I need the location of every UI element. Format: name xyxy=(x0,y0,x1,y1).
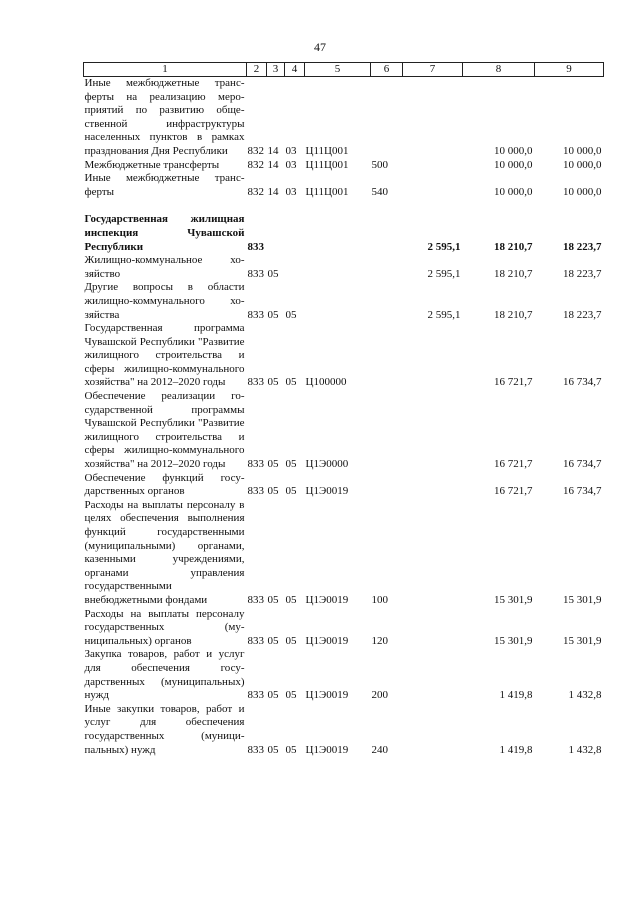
amount-col7 xyxy=(403,390,463,472)
ministry-code: 832 xyxy=(247,185,264,198)
amount-col9: 10 000,0 xyxy=(563,185,602,198)
spacer-row xyxy=(84,199,604,213)
expense-type-code: 540 xyxy=(371,185,388,198)
column-header: 4 xyxy=(285,63,305,77)
expense-type-code: 240 xyxy=(371,743,388,756)
amount-col9: 16 734,7 xyxy=(563,376,602,389)
amount-col9: 1 432,8 xyxy=(568,743,602,756)
table-row xyxy=(84,322,604,390)
amount-col7 xyxy=(403,703,463,757)
amount-col8: 10 000,0 xyxy=(494,158,533,171)
expense-type-code xyxy=(371,322,403,390)
amount-col9: 18 223,7 xyxy=(563,267,602,280)
target-article-code: Ц1Э0019 xyxy=(305,743,349,756)
amount-col8: 16 721,7 xyxy=(494,485,533,498)
section-code: 05 xyxy=(267,634,279,647)
subsection-code xyxy=(285,254,305,281)
expense-type-code xyxy=(371,254,403,281)
column-number-row xyxy=(84,63,604,77)
section-code: 14 xyxy=(267,144,279,157)
ministry-code: 833 xyxy=(247,267,264,280)
column-header: 2 xyxy=(247,63,267,77)
column-header: 3 xyxy=(267,63,285,77)
ministry-code: 833 xyxy=(247,743,264,756)
page-number: 47 xyxy=(314,40,326,54)
target-article-code: Ц100000 xyxy=(305,376,347,389)
item-name: Межбюджетные трансферты xyxy=(84,158,220,171)
section-code: 05 xyxy=(267,593,279,606)
section-code: 05 xyxy=(267,267,279,280)
amount-col7: 2 595,1 xyxy=(427,267,461,280)
table-row xyxy=(84,648,604,702)
table-row xyxy=(84,172,604,199)
amount-col9: 18 223,7 xyxy=(563,308,602,321)
amount-col9: 10 000,0 xyxy=(563,144,602,157)
section-code: 05 xyxy=(267,308,279,321)
table-row xyxy=(84,281,604,322)
ministry-code: 833 xyxy=(247,593,264,606)
subsection-code: 05 xyxy=(285,458,297,471)
section-code: 05 xyxy=(267,376,279,389)
ministry-code: 832 xyxy=(247,158,264,171)
table-row xyxy=(84,254,604,281)
column-header: 6 xyxy=(371,63,403,77)
section-code: 14 xyxy=(267,158,279,171)
amount-col8: 16 721,7 xyxy=(494,458,533,471)
item-name: Обеспечение реализации государственной программы Чувашской Республики "Развитие жилищного строительства и сферы жилищно-коммунального хозяйства" на 2012–2020 годы xyxy=(84,390,245,471)
item-name: Расходы на выплаты персоналу в целях обеспечения выполнения функций государственными (муниципальными) органами, казенными учреждениями, органами управления государственными внебюджетными фондами xyxy=(84,498,245,606)
table-row xyxy=(84,608,604,649)
amount-col8: 15 301,9 xyxy=(494,634,533,647)
amount-col7: 2 595,1 xyxy=(427,240,461,253)
section-code: 14 xyxy=(267,185,279,198)
subsection-code: 03 xyxy=(285,158,297,171)
target-article-code: Ц11Ц001 xyxy=(305,144,349,157)
item-name: Иные закупки товаров, работ и услуг для обеспечения государственных (муниципальных) нужд xyxy=(84,702,245,756)
table-row xyxy=(84,703,604,757)
item-name: Закупка товаров, работ и услуг для обеспечения государственных (муниципальных) нужд xyxy=(84,648,245,702)
item-name: Обеспечение функций государственных органов xyxy=(84,471,245,498)
budget-table xyxy=(83,62,604,757)
amount-col8: 10 000,0 xyxy=(494,144,533,157)
ministry-code: 833 xyxy=(247,308,264,321)
amount-col9: 18 223,7 xyxy=(563,240,602,253)
section-code: 05 xyxy=(267,458,279,471)
section-code: 05 xyxy=(267,485,279,498)
ministry-code: 833 xyxy=(247,689,264,702)
amount-col7 xyxy=(403,608,463,649)
spacer-cell xyxy=(84,199,604,213)
ministry-code: 833 xyxy=(247,634,264,647)
amount-col7 xyxy=(403,472,463,499)
item-name: Иные межбюджетные трансферты на реализацию мероприятий по развитию общественной инфраструктуры населенных пунктов в рамках празднования Дня Республики xyxy=(84,77,245,157)
subsection-code: 05 xyxy=(285,689,297,702)
table-row xyxy=(84,77,604,159)
target-article-code: Ц11Ц001 xyxy=(305,185,349,198)
subsection-code: 05 xyxy=(285,743,297,756)
subsection-code: 05 xyxy=(285,485,297,498)
table-row xyxy=(84,159,604,173)
table-row xyxy=(84,472,604,499)
column-header: 1 xyxy=(84,63,247,77)
amount-col8: 18 210,7 xyxy=(494,308,533,321)
amount-col7 xyxy=(403,172,463,199)
target-article-code: Ц1Э0019 xyxy=(305,634,349,647)
expense-type-code xyxy=(371,472,403,499)
subsection-code: 05 xyxy=(285,634,297,647)
ministry-code: 833 xyxy=(247,240,264,253)
expense-type-code: 120 xyxy=(371,634,388,647)
expense-type-code xyxy=(371,213,403,254)
amount-col8: 16 721,7 xyxy=(494,376,533,389)
section-code: 05 xyxy=(267,689,279,702)
target-article-code xyxy=(305,213,371,254)
item-name: Государственная жилищная инспекция Чувашской Республики xyxy=(84,213,245,253)
column-header: 7 xyxy=(403,63,463,77)
amount-col9: 10 000,0 xyxy=(563,158,602,171)
amount-col8: 1 419,8 xyxy=(499,689,533,702)
item-name: Иные межбюджетные трансферты xyxy=(84,172,245,198)
amount-col9: 15 301,9 xyxy=(563,634,602,647)
subsection-code: 03 xyxy=(285,144,297,157)
subsection-code: 03 xyxy=(285,185,297,198)
amount-col8: 10 000,0 xyxy=(494,185,533,198)
column-header: 8 xyxy=(463,63,535,77)
item-name: Жилищно-коммунальное хозяйство xyxy=(84,254,245,280)
amount-col8: 18 210,7 xyxy=(494,240,533,253)
expense-type-code xyxy=(371,77,403,159)
ministry-code: 833 xyxy=(247,376,264,389)
expense-type-code: 500 xyxy=(371,158,388,171)
table-row xyxy=(84,213,604,254)
amount-col7 xyxy=(403,77,463,159)
target-article-code xyxy=(305,281,371,322)
ministry-code: 833 xyxy=(247,458,264,471)
amount-col7 xyxy=(403,499,463,608)
subsection-code: 05 xyxy=(285,593,297,606)
amount-col8: 15 301,9 xyxy=(494,593,533,606)
amount-col7 xyxy=(403,322,463,390)
column-header: 9 xyxy=(535,63,604,77)
target-article-code: Ц1Э0000 xyxy=(305,458,349,471)
amount-col9: 16 734,7 xyxy=(563,485,602,498)
section-code: 05 xyxy=(267,743,279,756)
target-article-code: Ц1Э0019 xyxy=(305,485,349,498)
amount-col9: 15 301,9 xyxy=(563,593,602,606)
table-row xyxy=(84,499,604,608)
ministry-code: 832 xyxy=(247,144,264,157)
item-name: Расходы на выплаты персоналу государственных (муниципальных) органов xyxy=(84,607,245,647)
table-row xyxy=(84,390,604,472)
amount-col7 xyxy=(403,159,463,173)
amount-col9: 1 432,8 xyxy=(568,689,602,702)
item-name: Другие вопросы в области жилищно-коммунального хозяйства xyxy=(84,281,245,321)
subsection-code: 05 xyxy=(285,308,297,321)
expense-type-code: 200 xyxy=(371,689,388,702)
target-article-code: Ц1Э0019 xyxy=(305,689,349,702)
target-article-code: Ц11Ц001 xyxy=(305,158,349,171)
expense-type-code xyxy=(371,281,403,322)
amount-col8: 1 419,8 xyxy=(499,743,533,756)
expense-type-code: 100 xyxy=(371,593,388,606)
target-article-code: Ц1Э0019 xyxy=(305,593,349,606)
amount-col9: 16 734,7 xyxy=(563,458,602,471)
amount-col7: 2 595,1 xyxy=(427,308,461,321)
column-header: 5 xyxy=(305,63,371,77)
target-article-code xyxy=(305,254,371,281)
ministry-code: 833 xyxy=(247,485,264,498)
expense-type-code xyxy=(371,390,403,472)
amount-col7 xyxy=(403,648,463,702)
amount-col8: 18 210,7 xyxy=(494,267,533,280)
item-name: Государственная программа Чувашской Республики "Развитие жилищного строительства и сферы жилищно-коммунального хозяйства" на 2012–2020 годы xyxy=(84,322,245,389)
section-code xyxy=(267,213,285,254)
subsection-code xyxy=(285,213,305,254)
subsection-code: 05 xyxy=(285,376,297,389)
